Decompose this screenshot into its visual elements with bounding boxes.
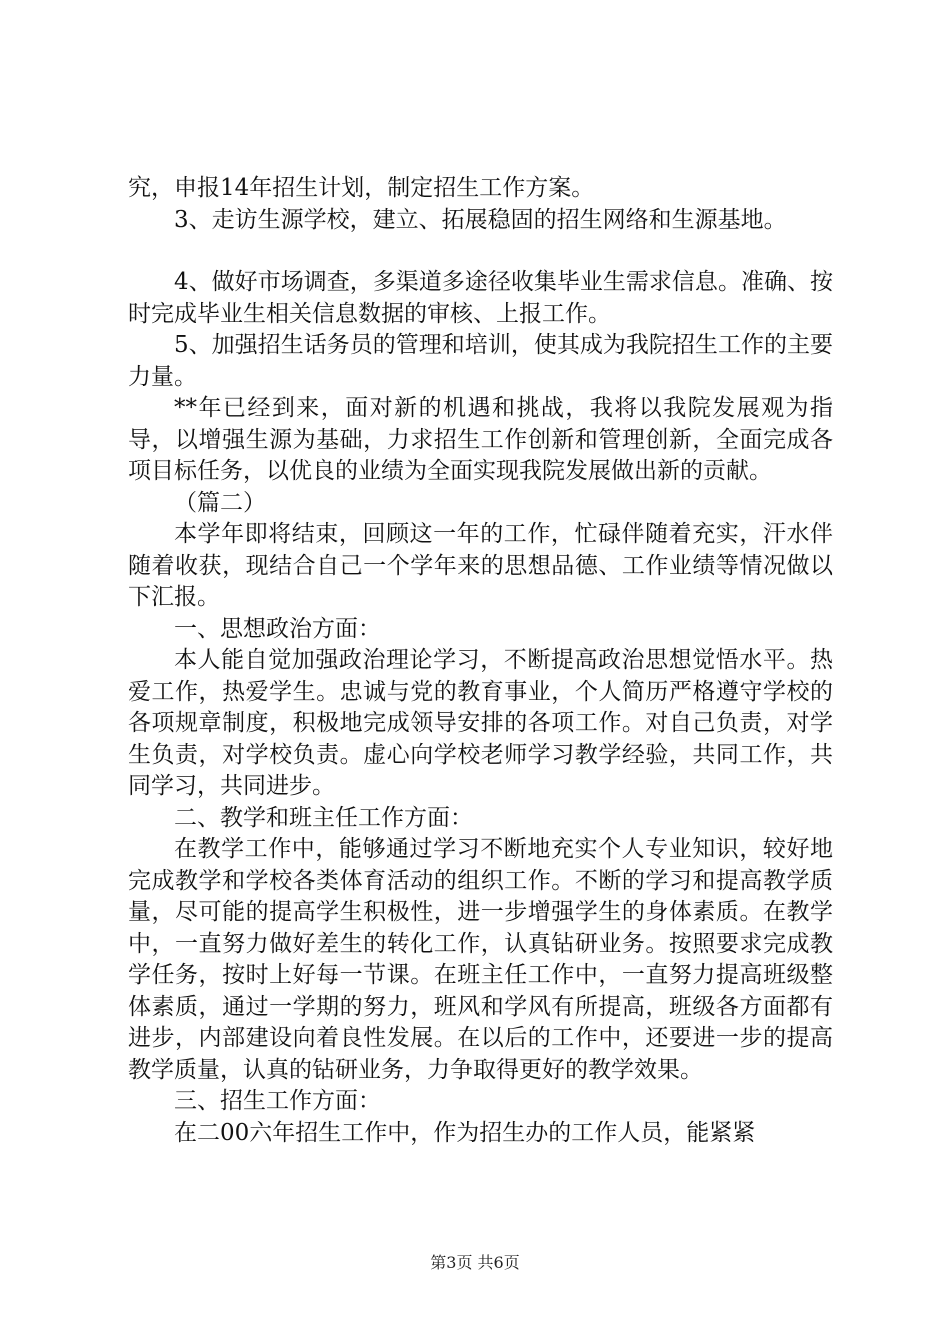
paragraph-7: 本人能自觉加强政治理论学习，不断提高政治思想觉悟水平。热爱工作，热爱学生。忠诚与党的教育事业，个人简历严格遵守学校的各项规章制度，积极地完成领导安排的各项工作。对自己负责，对学生负责，对学校负责。虚心向学校老师学习教学经验，共同工作，共同学习，共同进步。 (128, 647, 833, 799)
section-title-part-two: （篇二） (174, 489, 266, 516)
section-heading-2: 二、教学和班主任工作方面： (174, 804, 473, 831)
section-heading-3: 三、招生工作方面： (174, 1088, 381, 1114)
section-heading-1: 一、思想政治方面： (174, 615, 381, 642)
paragraph-5: **年已经到来，面对新的机遇和挑战，我将以我院发展观为指导，以增强生源为基础，力求招生工作创新和管理创新，全面完成各项目标任务，以优良的业绩为全面实现我院发展做出新的贡献。 (128, 395, 833, 484)
paragraph-9: 在二00六年招生工作中，作为招生办的工作人员，能紧紧 (174, 1119, 756, 1146)
document-body (128, 173, 833, 1149)
paragraph-3: 4、做好市场调查，多渠道多途径收集毕业生需求信息。准确、按时完成毕业生相关信息数据的审核、上报工作。 (128, 269, 833, 327)
paragraph-8: 在教学工作中，能够通过学习不断地充实个人专业知识，较好地完成教学和学校各类体育活动的组织工作。不断的学习和提高教学质量，尽可能的提高学生积极性，进一步增强学生的身体素质。在教学中，一直努力做好差生的转化工作，认真钻研业务。按照要求完成教学任务，按时上好每一节课。在班主任工作中，一直努力提高班级整体素质，通过一学期的努力，班风和学风有所提高，班级各方面都有进步，内部建设向着良性发展。在以后的工作中，还要进一步的提高教学质量，认真的钻研业务，力争取得更好的教学效果。 (128, 836, 833, 1083)
paragraph-1: 究，申报14年招生计划，制定招生工作方案。 (128, 175, 595, 201)
page-number-footer: 第3页 共6页 (430, 1253, 520, 1272)
paragraph-2: 3、走访生源学校，建立、拓展稳固的招生网络和生源基地。 (174, 206, 787, 233)
paragraph-6: 本学年即将结束，回顾这一年的工作，忙碌伴随着充实，汗水伴随着收获，现结合自己一个学年来的思想品德、工作业绩等情况做以下汇报。 (128, 521, 833, 610)
paragraph-4: 5、加强招生话务员的管理和培训，使其成为我院招生工作的主要力量。 (128, 332, 833, 390)
